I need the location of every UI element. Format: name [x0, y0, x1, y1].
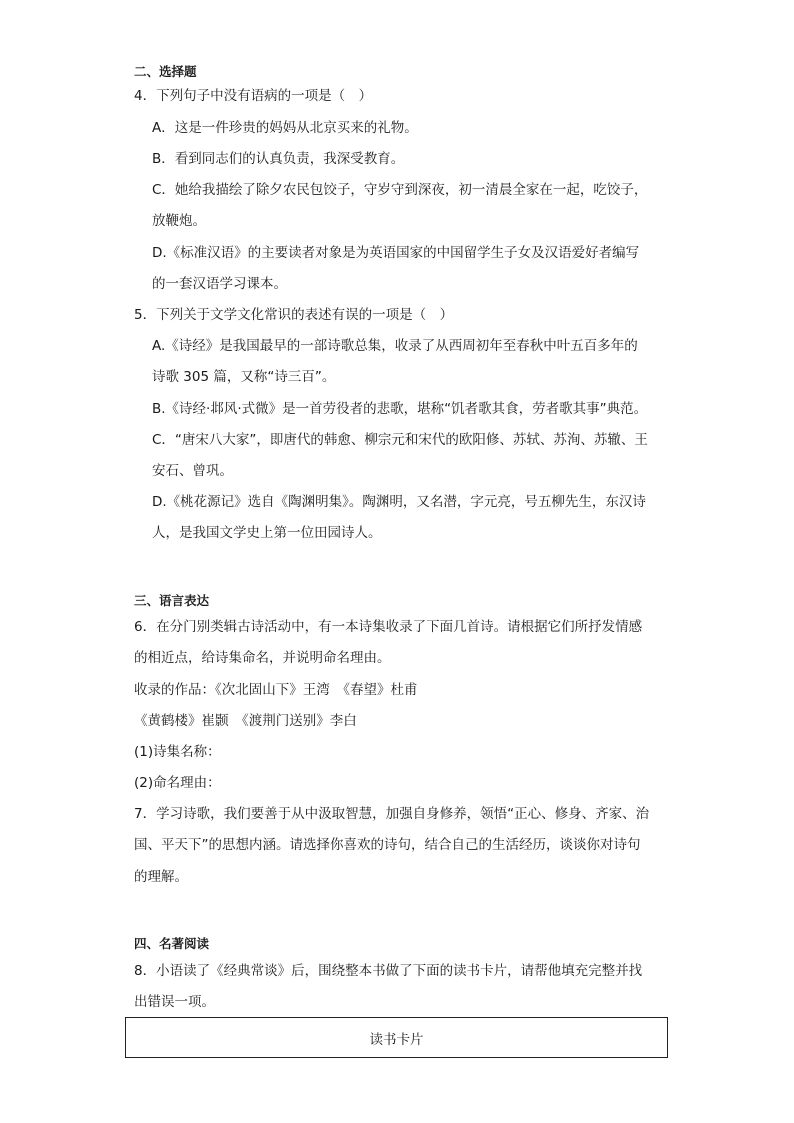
question-6-sub2: (2)命名理由：: [134, 775, 221, 791]
question-6-line2: 的相近点，给诗集命名，并说明命名理由。: [134, 650, 391, 666]
question-6-works-line2: 《黄鹤楼》崔颢 《渡荆门送别》李白: [134, 713, 357, 729]
question-4-option-a: A．这是一件珍贵的妈妈从北京买来的礼物。: [152, 120, 418, 136]
reading-card-table: [125, 1017, 668, 1058]
question-4-option-d-line2: 的一套汉语学习课本。: [152, 276, 287, 292]
question-6-works-line1: 收录的作品：《次北固山下》王湾 《春望》杜甫: [134, 682, 418, 698]
question-4-option-c-line2: 放鞭炮。: [152, 213, 206, 229]
section-heading-expression: 三、语言表达: [134, 593, 210, 608]
question-5-option-a-line2: 诗歌 305 篇，又称“诗三百”。: [152, 369, 336, 385]
question-4-option-d-line1: D.《标准汉语》的主要读者对象是为英语国家的中国留学生子女及汉语爱好者编写: [152, 245, 640, 261]
question-5-option-a-line1: A.《诗经》是我国最早的一部诗歌总集，收录了从西周初年至春秋中叶五百多年的: [152, 338, 638, 354]
question-5-option-b: B.《诗经·邶风·式微》是一首劳役者的悲歌，堪称“饥者歌其食，劳者歌其事”典范。: [152, 401, 648, 417]
section-heading-choice: 二、选择题: [134, 64, 197, 79]
question-5-stem: 5．下列关于文学文化常识的表述有误的一项是（ ）: [134, 307, 454, 323]
question-5-option-c-line1: C．“唐宋八大家”，即唐代的韩愈、柳宗元和宋代的欧阳修、苏轼、苏洵、苏辙、王: [152, 432, 648, 448]
question-4-option-c-line1: C．她给我描绘了除夕农民包饺子，守岁守到深夜，初一清晨全家在一起，吃饺子，: [152, 182, 648, 198]
question-6-line1: 6．在分门别类辑古诗活动中，有一本诗集收录了下面几首诗。请根据它们所抒发情感: [134, 619, 643, 635]
question-7-line1: 7．学习诗歌，我们要善于从中汲取智慧，加强自身修养，领悟“正心、修身、齐家、治: [134, 806, 650, 822]
question-5-option-c-line2: 安石、曾巩。: [152, 463, 233, 479]
reading-card-title: 读书卡片: [369, 1031, 424, 1048]
question-4-stem: 4．下列句子中没有语病的一项是（ ）: [134, 88, 373, 104]
question-7-line2: 国、平天下”的思想内涵。请选择你喜欢的诗句，结合自己的生活经历，谈谈你对诗句: [134, 837, 641, 853]
question-5-option-d-line2: 人，是我国文学史上第一位田园诗人。: [152, 525, 382, 541]
question-8-line1: 8．小语读了《经典常谈》后，围绕整本书做了下面的读书卡片，请帮他填充完整并找: [134, 963, 643, 979]
question-8-line2: 出错误一项。: [134, 994, 215, 1010]
question-5-option-d-line1: D.《桃花源记》选自《陶渊明集》。陶渊明，又名潜，字元亮，号五柳先生，东汉诗: [152, 494, 646, 510]
question-4-option-b: B．看到同志们的认真负责，我深受教育。: [152, 151, 405, 167]
question-6-sub1: (1)诗集名称：: [134, 744, 221, 760]
question-7-line3: 的理解。: [134, 869, 188, 885]
section-heading-reading: 四、名著阅读: [134, 936, 210, 951]
